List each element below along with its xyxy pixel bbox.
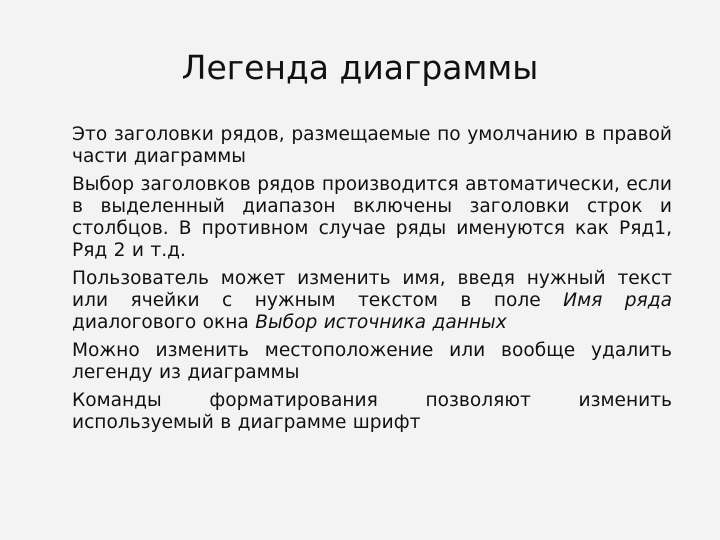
paragraph-rename-text-2: диалогового окна: [72, 312, 256, 333]
slide-title: Легенда диаграммы: [181, 48, 539, 87]
paragraph-legend-definition: Это заголовки рядов, размещаемые по умолчанию в правой части диаграммы: [72, 124, 672, 167]
series-name-field-label: Имя ряда: [563, 290, 672, 311]
paragraph-rename-text-1: Пользователь может изменить имя, введя нужный текст или ячейки с нужным текстом в поле: [72, 268, 672, 311]
paragraph-auto-selection: Выбор заголовков рядов производится автоматически, если в выделенный диапазон включены заголовки строк и столбцов. В противном случае ряды именуются как Ряд1, Ряд 2 и т.д.: [72, 174, 672, 261]
paragraph-move-delete-legend: Можно изменить местоположение или вообще удалить легенду из диаграммы: [72, 340, 672, 383]
paragraph-rename-series: [72, 268, 672, 334]
data-source-dialog-label: Выбор источника данных: [255, 312, 507, 333]
paragraph-formatting-commands: Команды форматирования позволяют изменить используемый в диаграмме шрифт: [72, 390, 672, 433]
slide-body: [72, 124, 672, 440]
